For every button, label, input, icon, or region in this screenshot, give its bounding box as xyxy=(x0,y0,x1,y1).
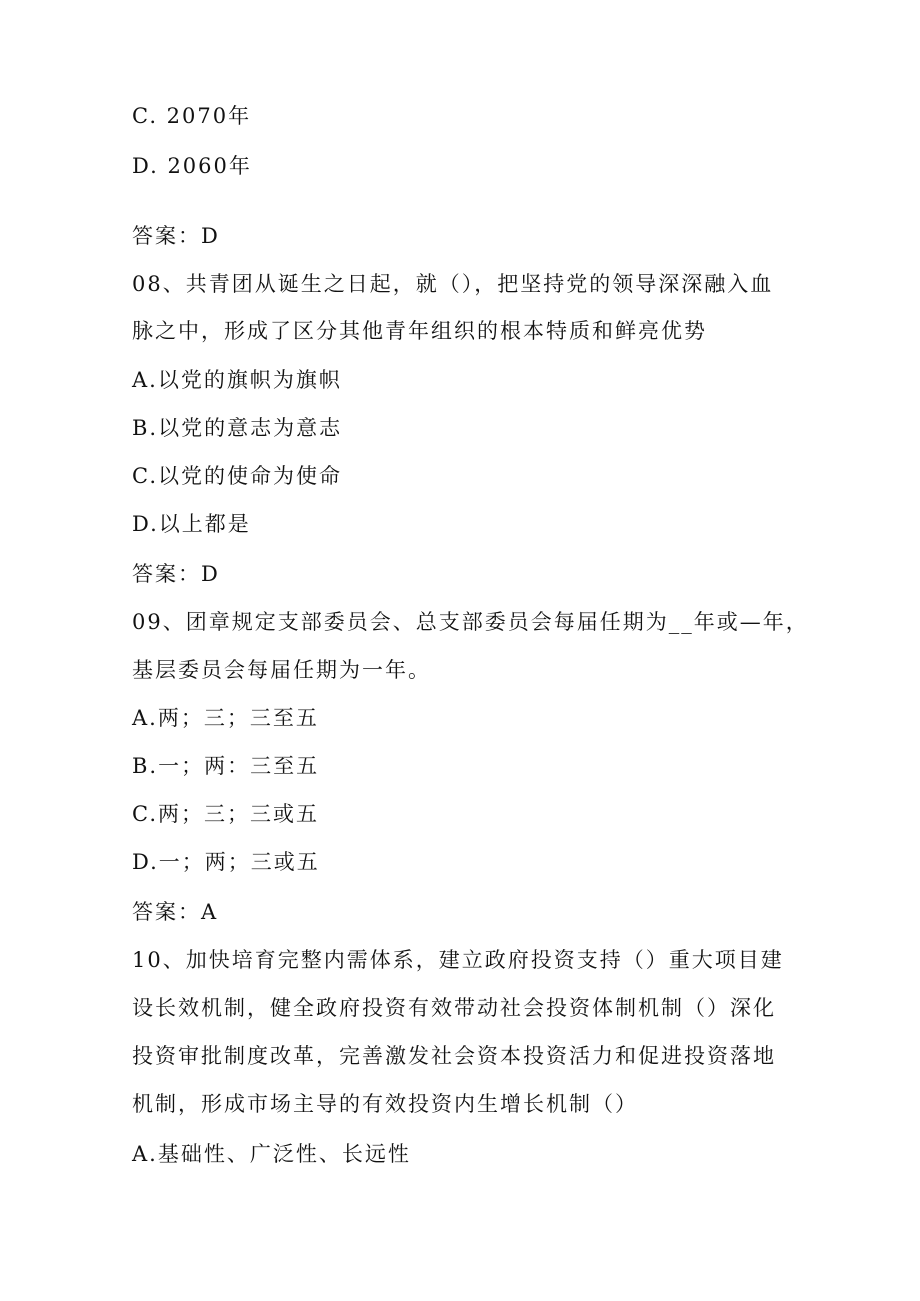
q08-stem-line-2: 脉之中，形成了区分其他青年组织的根本特质和鲜亮优势 xyxy=(132,319,707,343)
q09-stem-line-1: 09、团章规定支部委员会、总支部委员会每届任期为__年或—年， xyxy=(132,610,809,634)
q09-answer: 答案：A xyxy=(132,900,219,924)
q09-option-a: A.两；三；三至五 xyxy=(132,706,319,730)
q09-option-d: D.一；两；三或五 xyxy=(132,850,320,874)
q08-option-c: C.以党的使命为使命 xyxy=(132,464,342,488)
q10-stem-line-3: 投资审批制度改革，完善激发社会资本投资活力和促进投资落地 xyxy=(132,1044,776,1068)
q10-stem-line-4: 机制，形成市场主导的有效投资内生增长机制（） xyxy=(132,1092,638,1116)
q10-stem-line-1: 10、加快培育完整内需体系，建立政府投资支持（）重大项目建 xyxy=(132,948,784,972)
q07-option-d: D. 2060年 xyxy=(132,154,252,178)
q08-option-a: A.以党的旗帜为旗帜 xyxy=(132,368,342,392)
q10-stem-line-2: 设长效机制，健全政府投资有效带动社会投资体制机制（）深化 xyxy=(132,996,776,1020)
q09-option-b: B.一；两：三至五 xyxy=(132,754,320,778)
q09-stem-line-2: 基层委员会每届任期为一年。 xyxy=(132,658,431,682)
q08-option-b: B.以党的意志为意志 xyxy=(132,416,343,440)
q08-stem-line-1: 08、共青团从诞生之日起，就（），把坚持党的领导深深融入血 xyxy=(132,272,774,296)
q07-answer: 答案：D xyxy=(132,224,220,248)
q07-option-c: C. 2070年 xyxy=(132,104,252,128)
q10-option-a: A.基础性、广泛性、长远性 xyxy=(132,1142,411,1166)
q08-answer: 答案：D xyxy=(132,562,220,586)
q08-option-d: D.以上都是 xyxy=(132,512,251,536)
q09-option-c: C.两；三；三或五 xyxy=(132,802,319,826)
